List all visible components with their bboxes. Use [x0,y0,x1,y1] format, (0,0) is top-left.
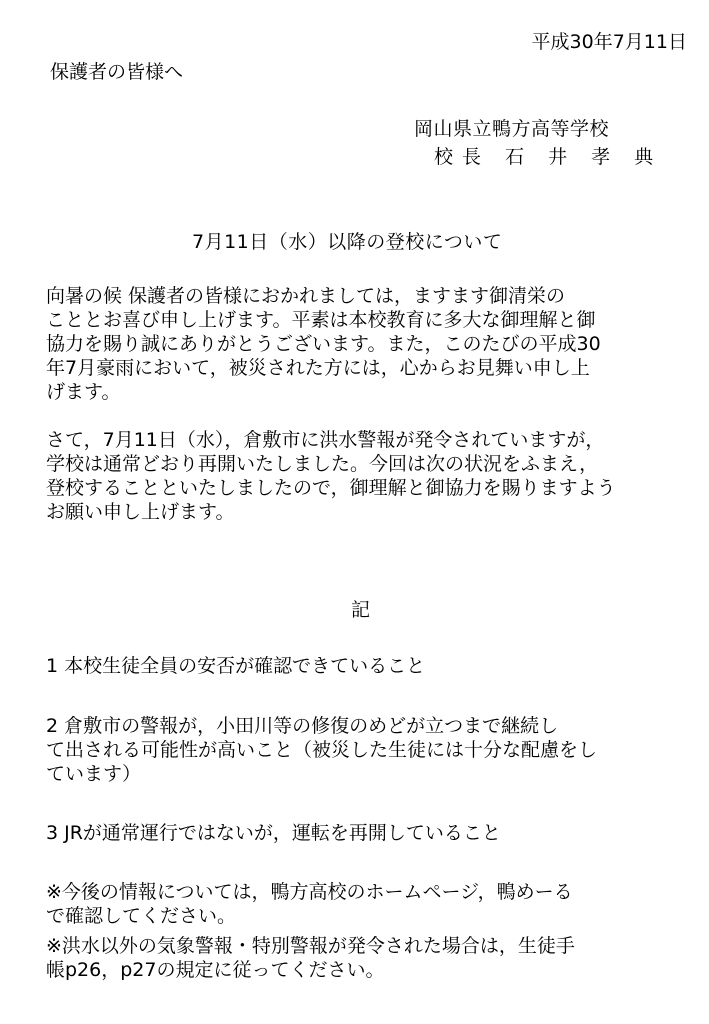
note-line: ※今後の情報については，鴨方高校のホームページ，鴨めーる [46,881,573,903]
notice-line: さて，7月11日（水），倉敷市に洪水警報が発令されていますが， [46,429,605,451]
list-item-1 [46,654,425,678]
ki-heading: 記 [351,599,371,621]
note-line: 帳p26，p27の規定に従ってください。 [46,959,385,981]
notice-paragraph [46,428,616,524]
list-item-3 [46,821,501,845]
document-subject: 7月11日（水）以降の登校について [192,231,503,253]
list-item-line: 3 JRが通常運行ではないが，運転を再開していること [46,822,501,844]
recipient-line: 保護者の皆様へ [50,61,184,83]
greeting-line: 年7月豪雨において，被災された方には，心からお見舞い申し上 [46,357,590,379]
sender-principal: 校長 石 井 孝 典 [434,146,663,168]
list-item-line: 1 本校生徒全員の安否が確認できていること [46,655,426,677]
greeting-line: げます。 [46,381,121,403]
greeting-line: こととお喜び申し上げます。平素は本校教育に多大な御理解と御 [46,309,596,331]
list-item-2 [46,714,597,786]
note-line: で確認してください。 [46,905,237,927]
notice-line: 学校は通常どおり再開いたしました。今回は次の状況をふまえ， [46,453,599,475]
list-item-line: て出される可能性が高いこと（被災した生徒には十分な配慮をし [46,739,598,761]
greeting-line: 協力を賜り誠にありがとうございます。また，このたびの平成30 [46,333,601,355]
greeting-line: 向暑の候 保護者の皆様におかれましては，ますます御清栄の [46,285,566,307]
note-line: ※洪水以外の気象警報・特別警報が発令された場合は，生徒手 [46,935,575,957]
note-weather-warning [46,934,575,982]
notice-line: 登校することといたしましたので，御理解と御協力を賜りますよう [46,477,616,499]
notice-line: お願い申し上げます。 [46,501,235,523]
document-date: 平成30年7月11日 [531,31,687,53]
list-item-line: 2 倉敷市の警報が，小田川等の修復のめどが立つまで継続し [46,715,559,737]
greeting-paragraph [46,284,601,404]
sender-school: 岡山県立鴨方高等学校 [414,118,610,140]
list-item-line: ています） [46,763,142,785]
note-homepage [46,880,573,928]
